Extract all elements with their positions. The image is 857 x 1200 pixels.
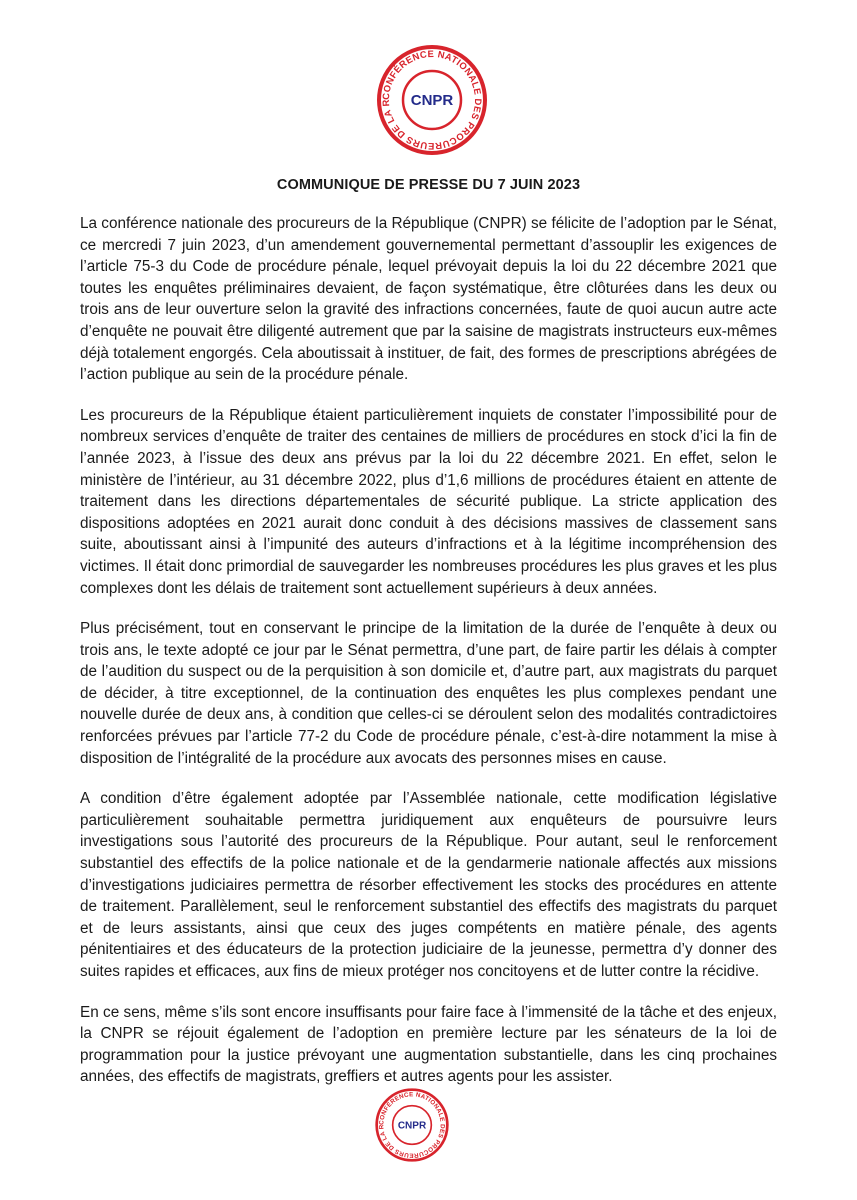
seal-acronym: CNPR [397, 1120, 427, 1132]
press-release-body [80, 213, 777, 1107]
paragraph: Plus précisément, tout en conservant le principe de la limitation de la durée de l’enquête à deux ou trois ans, le texte adopté ce jour par le Sénat permettra, d’une part, de faire partir les délais à compter de l’audition du suspect ou de la perquisition à son domicile et, d’autre part, aux magistrats du parquet de décider, à titre exceptionnel, de la continuation des enquêtes les plus complexes pendant une nouvelle durée de deux ans, à condition que celles-ci se déroulent selon des modalités contradictoires renforcées prévues par l’article 77-2 du Code de procédure pénale, c’est-à-dire notamment la mise à disposition de l’intégralité de la procédure aux avocats des personnes mises en cause. [80, 620, 777, 767]
paragraph: Les procureurs de la République étaient particulièrement inquiets de constater l’impossibilité pour de nombreux services d’enquête de traiter des centaines de milliers de procédures en stock d’ici la fin de l’année 2023, à l’issue des deux ans prévus par la loi du 22 décembre 2021. En effet, selon le ministère de l’intérieur, au 31 décembre 2022, plus d’1,6 millions de procédures étaient en attente de traitement dans les directions départementales de sécurité publique. La stricte application des dispositions adoptées en 2021 aurait donc conduit à des décisions massives de classement sans suite, aboutissant ainsi à l’impunité des auteurs d’infractions et à la légitime incompréhension des victimes. Il était donc primordial de sauvegarder les nombreuses procédures les plus graves et les plus complexes dont les délais de traitement sont actuellement supérieurs à deux années. [80, 406, 777, 597]
seal-ring-text: CONFÉRENCE NATIONALE DES PROCUREURS DE LA R [379, 47, 485, 153]
paragraph: En ce sens, même s’ils sont encore insuffisants pour faire face à l’immensité de la tâche et des enjeux, la CNPR se réjouit également de l’adoption en première lecture par les sénateurs de la loi de programmation pour la justice prévoyant une augmentation substantielle, dans les cinq prochaines années, des effectifs de magistrats, greffiers et autres agents pour les assister. [80, 1003, 777, 1086]
seal-acronym: CNPR [410, 92, 454, 109]
seal-ring-text: CONFÉRENCE NATIONALE DES PROCUREURS DE LA R [378, 1091, 446, 1159]
page-title: COMMUNIQUE DE PRESSE DU 7 JUIN 2023 [276, 177, 581, 193]
cnpr-logo-top [372, 40, 492, 160]
cnpr-seal-icon [372, 1085, 452, 1165]
cnpr-seal-icon [372, 40, 492, 160]
cnpr-logo-bottom [372, 1085, 452, 1165]
paragraph: La conférence nationale des procureurs de la République (CNPR) se félicite de l’adoption par le Sénat, ce mercredi 7 juin 2023, d’un amendement gouvernemental permettant d’assouplir les exigences de l’article 75-3 du Code de procédure pénale, lequel prévoyait depuis la loi du 22 décembre 2021 que toutes les enquêtes préliminaires devaient, de façon systématique, être clôturées dans les deux ou trois ans de leur ouverture selon la gravité des infractions concernées, faute de quoi aucun autre acte d’enquête ne pouvait être diligenté autrement que par la saisine de magistrats instructeurs eux-mêmes déjà totalement engorgés. Cela aboutissait à instituer, de fait, des formes de prescriptions abrégées de l’action publique au sein de la procédure pénale. [80, 215, 777, 384]
paragraph: A condition d’être également adoptée par l’Assemblée nationale, cette modification législative particulièrement souhaitable permettra juridiquement aux enquêteurs de poursuivre leurs investigations sous l’autorité des procureurs de la République. Pour autant, seul le renforcement substantiel des effectifs de la police nationale et de la gendarmerie nationale affectés aux missions d’investigations judiciaires permettra de résorber effectivement les stocks des procédures en attente de traitement. Parallèlement, seul le renforcement substantiel des effectifs des magistrats du parquet et de leurs assistants, ainsi que ceux des juges compétents en matière pénale, des agents pénitentiaires et des éducateurs de la protection judiciaire de la jeunesse, permettra d’y donner des suites rapides et efficaces, aux fins de mieux protéger nos concitoyens et de lutter contre la récidive. [80, 790, 777, 980]
